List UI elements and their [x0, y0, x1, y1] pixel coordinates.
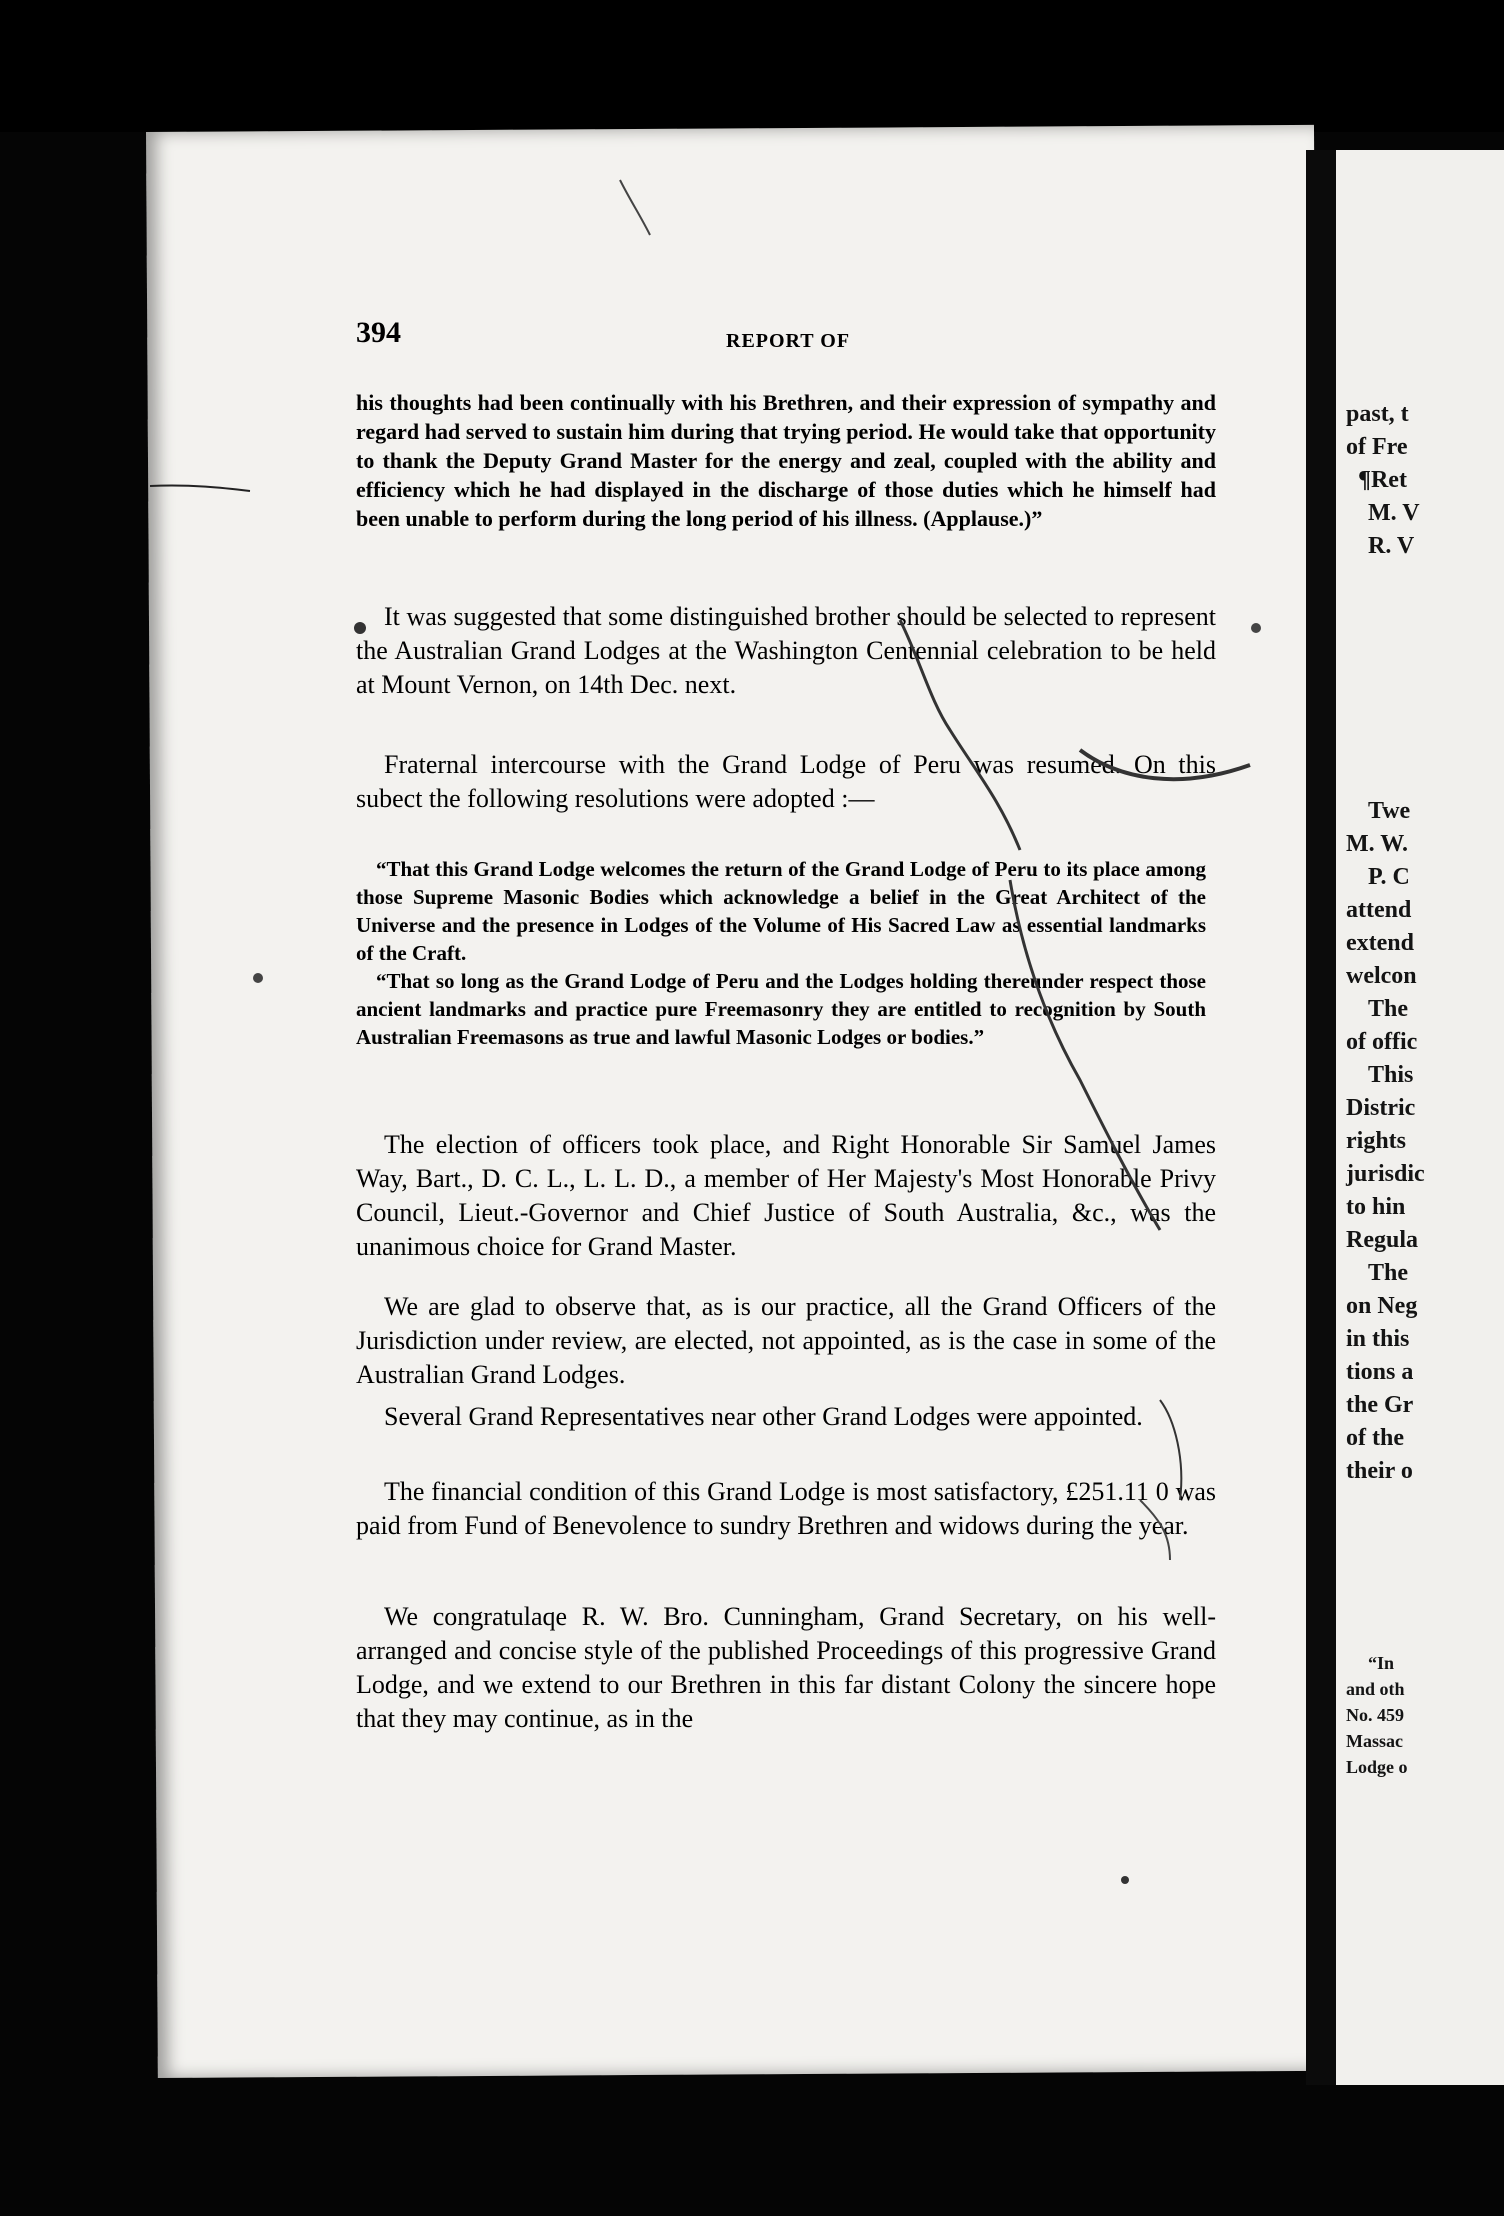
paragraph-congratulations: [356, 1600, 1216, 1736]
right-line: to hin: [1346, 1194, 1406, 1220]
right-line: The: [1368, 1260, 1409, 1286]
right-line: This: [1368, 1062, 1414, 1088]
right-line: of Fre: [1346, 434, 1408, 460]
right-line: extend: [1346, 930, 1414, 956]
paragraph-peru: [356, 748, 1216, 816]
paragraph-continuation: [356, 388, 1216, 533]
right-line: on Neg: [1346, 1293, 1418, 1319]
resolution-2: “That so long as the Grand Lodge of Peru and the Lodges holding thereunder respect those ancient landmarks and practice pure Freemasonry they are entitled to recognition by South Australian Freemasons as true and lawful Masonic Lodges or bodies.”: [356, 969, 1206, 1049]
paragraph-financial: [356, 1475, 1216, 1543]
right-line: attend: [1346, 897, 1412, 923]
paragraph-washington: [356, 600, 1216, 702]
right-line: Lodge o: [1346, 1757, 1408, 1777]
scan-border-top: [0, 0, 1504, 132]
running-head: REPORT OF: [726, 330, 851, 352]
paragraph-text: The election of officers took place, and Right Honorable Sir Samuel James Way, Bart., D. C. L., L. L. D., a member of Her Majesty's Most Honorable Privy Council, Lieut.-Governor and Chief Justice of South Australia, &c., was the unanimous choice for Grand Master.: [356, 1130, 1216, 1261]
paragraph-representatives: [356, 1400, 1216, 1434]
paragraph-text: Several Grand Representatives near other Grand Lodges were appointed.: [384, 1402, 1143, 1431]
paragraph-text: It was suggested that some distinguished brother should be selected to represent the Australian Grand Lodges at the Washington Centennial celebration to be held at Mount Vernon, on 14th Dec. next.: [356, 602, 1216, 699]
right-line: Distric: [1346, 1095, 1416, 1121]
paragraph-text: his thoughts had been continually with his Brethren, and their expression of sympathy and regard had served to sustain him during that trying period. He would take that opportunity to thank the Deputy Grand Master for the energy and zeal, coupled with the ability and efficiency which he had displayed in the discharge of those duties which he himself had been unable to perform during the long period of his illness. (Applause.)”: [356, 390, 1216, 531]
paragraph-election: [356, 1128, 1216, 1264]
paragraph-text: The financial condition of this Grand Lodge is most satisfactory, £251.11 0 was paid from Fund of Benevolence to sundry Brethren and widows during the year.: [356, 1477, 1216, 1540]
resolutions-quote: [356, 855, 1206, 1051]
right-text-group-3: [1346, 1650, 1408, 1780]
right-text-group-1: [1346, 398, 1420, 563]
right-line: M. W.: [1346, 831, 1409, 857]
right-line: and oth: [1346, 1679, 1405, 1699]
right-line: in this: [1346, 1326, 1410, 1352]
right-line: Massac: [1346, 1731, 1403, 1751]
right-line: past, t: [1346, 401, 1409, 427]
right-line: M. V: [1368, 500, 1420, 526]
resolution-1: “That this Grand Lodge welcomes the return of the Grand Lodge of Peru to its place among those Supreme Masonic Bodies which acknowledge a belief in the Great Architect of the Universe and the presence in Lodges of the Volume of His Sacred Law as essential landmarks of the Craft.: [356, 857, 1206, 965]
right-line: No. 459: [1346, 1705, 1404, 1725]
right-line: R. V: [1368, 533, 1415, 559]
paragraph-text: Fraternal intercourse with the Grand Lodge of Peru was resumed. On this subect the following resolutions were adopted :—: [356, 750, 1216, 813]
paragraph-officers: [356, 1290, 1216, 1392]
right-line: jurisdic: [1346, 1161, 1425, 1187]
right-line: the Gr: [1346, 1392, 1414, 1418]
right-line: Regula: [1346, 1227, 1418, 1253]
right-text-group-2: [1346, 795, 1425, 1488]
right-line: P. C: [1368, 864, 1410, 890]
right-line: The: [1368, 996, 1409, 1022]
right-line: rights: [1346, 1128, 1406, 1154]
page-number: 394: [356, 316, 401, 349]
right-line: of the: [1346, 1425, 1404, 1451]
paragraph-text: We congratulaqe R. W. Bro. Cunningham, Grand Secretary, on his well-arranged and concise style of the published Proceedings of this progressive Grand Lodge, and we extend to our Brethren in this far distant Colony the sincere hope that they may continue, as in the: [356, 1602, 1216, 1733]
right-line: welcon: [1346, 963, 1417, 989]
right-line: Twe: [1368, 798, 1411, 824]
right-line: “In: [1368, 1653, 1395, 1673]
right-line: of offic: [1346, 1029, 1418, 1055]
paragraph-text: We are glad to observe that, as is our practice, all the Grand Officers of the Jurisdiction under review, are elected, not appointed, as is the case in some of the Australian Grand Lodges.: [356, 1292, 1216, 1389]
book-gutter: [1306, 150, 1336, 2085]
right-page-fragment: [1336, 150, 1504, 2085]
right-line: their o: [1346, 1458, 1413, 1484]
right-line: ¶Ret: [1358, 467, 1407, 493]
right-line: tions a: [1346, 1359, 1414, 1385]
